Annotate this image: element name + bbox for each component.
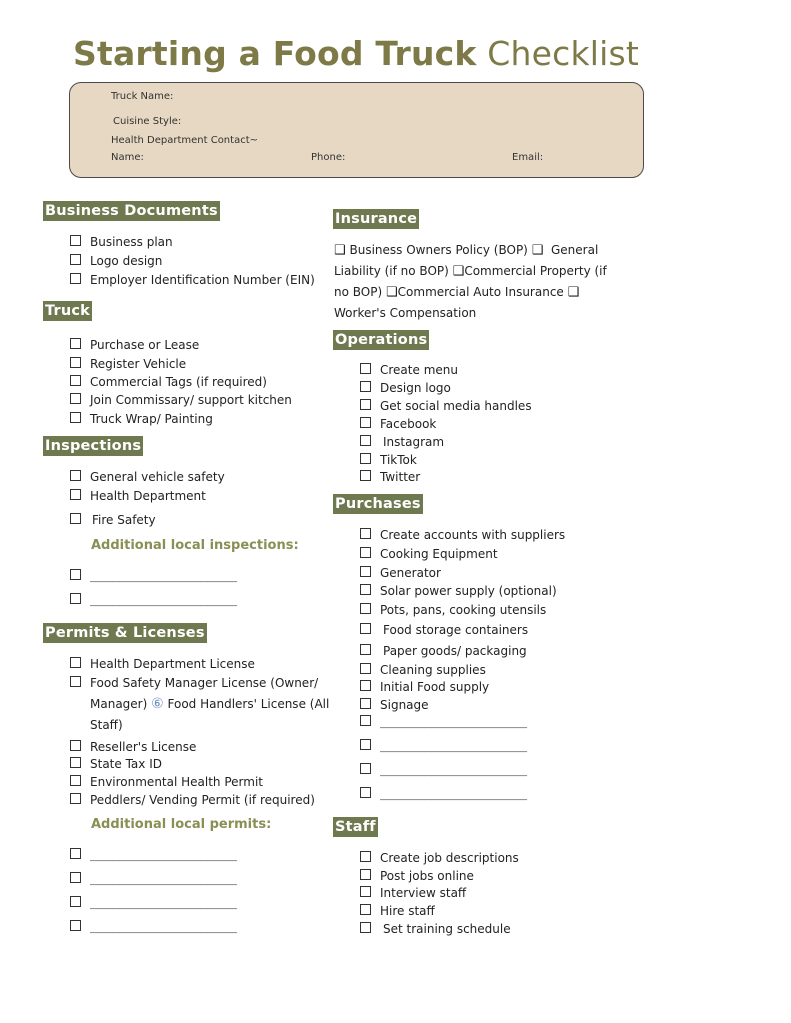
blank-line[interactable]: ____________________ (90, 847, 237, 862)
checklist-item: Paper goods/ packaging (383, 644, 527, 658)
checkbox[interactable] (70, 375, 81, 386)
checkbox[interactable] (70, 489, 81, 500)
checklist-item: Truck Wrap/ Painting (90, 412, 213, 426)
cuisine-style-label: Cuisine Style: (113, 116, 182, 127)
checklist-item: Interview staff (380, 886, 467, 900)
checkbox[interactable] (70, 412, 81, 423)
square-bullet: ❑ (567, 285, 580, 300)
checkbox[interactable] (360, 584, 371, 595)
checklist-item: Facebook (380, 417, 437, 431)
blank-line[interactable]: ____________________ (380, 738, 527, 753)
checkbox[interactable] (70, 757, 81, 768)
checklist-item: Cleaning supplies (380, 663, 486, 677)
checkbox[interactable] (360, 528, 371, 539)
square-bullet: ❑ (334, 243, 346, 258)
checklist-item: Peddlers/ Vending Permit (if required) (90, 793, 315, 807)
checklist-item: Employer Identification Number (EIN) (90, 273, 315, 287)
checkbox[interactable] (360, 623, 371, 634)
checklist-item: Join Commissary/ support kitchen (90, 393, 292, 407)
checklist-item: Set training schedule (383, 922, 511, 936)
checkbox[interactable] (360, 698, 371, 709)
checkbox[interactable] (360, 663, 371, 674)
checkbox[interactable] (70, 273, 81, 284)
checklist-item: Create job descriptions (380, 851, 519, 865)
checklist-item: Commercial Tags (if required) (90, 375, 267, 389)
checklist-item: Cooking Equipment (380, 547, 498, 561)
checkbox[interactable] (360, 763, 371, 774)
checkbox[interactable] (70, 593, 81, 604)
blank-line[interactable]: ____________________ (90, 895, 237, 910)
checklist-item: Get social media handles (380, 399, 532, 413)
checklist-item: Initial Food supply (380, 680, 490, 694)
checklist-item: Solar power supply (optional) (380, 584, 557, 598)
checkbox[interactable] (70, 676, 81, 687)
checkbox[interactable] (70, 235, 81, 246)
blank-line[interactable]: ____________________ (90, 871, 237, 886)
checklist-item: TikTok (380, 453, 417, 467)
checkbox[interactable] (360, 399, 371, 410)
checkbox[interactable] (70, 775, 81, 786)
checkbox[interactable] (360, 470, 371, 481)
checkbox[interactable] (70, 896, 81, 907)
checklist-item: State Tax ID (90, 757, 162, 771)
additional-permits-heading: Additional local permits: (91, 817, 272, 832)
checkbox[interactable] (70, 920, 81, 931)
checklist-item: General vehicle safety (90, 470, 225, 484)
checkbox[interactable] (70, 357, 81, 368)
checkbox[interactable] (70, 470, 81, 481)
checklist-item: Purchase or Lease (90, 338, 200, 352)
blank-line[interactable]: ____________________ (90, 919, 237, 934)
square-bullet: ❑ (531, 243, 544, 258)
checklist-item: Instagram (383, 435, 445, 449)
checkbox[interactable] (360, 435, 371, 446)
checkbox[interactable] (360, 680, 371, 691)
checklist-item-continued: Manager) ⑥ Food Handlers' License (All (90, 696, 330, 712)
blank-line[interactable]: ____________________ (90, 568, 237, 583)
checkbox[interactable] (70, 740, 81, 751)
checkbox[interactable] (70, 872, 81, 883)
section-truck: Truck (45, 303, 91, 319)
checkbox[interactable] (360, 381, 371, 392)
checkbox[interactable] (70, 848, 81, 859)
health-contact-label: Health Department Contact~ (111, 135, 258, 146)
insurance-paragraph: ❑ Business Owners Policy (BOP) ❑ General Liability (if no BOP) ❑Commercial Property (if no BOP) ❑Commercial Auto Insurance ❑ Worker's Compensation (334, 243, 607, 320)
checklist-item: Logo design (90, 254, 163, 268)
checkbox[interactable] (70, 393, 81, 404)
checklist-item: Register Vehicle (90, 357, 187, 371)
section-operations: Operations (335, 332, 428, 348)
section-purchases: Purchases (335, 496, 421, 512)
checkbox[interactable] (360, 644, 371, 655)
checklist-item: Create accounts with suppliers (380, 528, 566, 542)
checklist-item: Design logo (380, 381, 451, 395)
checkbox[interactable] (70, 338, 81, 349)
checkbox[interactable] (70, 513, 81, 524)
checklist-item: Health Department License (90, 657, 255, 671)
checklist-item: Post jobs online (380, 869, 474, 883)
square-bullet: ❑ (452, 264, 465, 279)
checklist-item: Pots, pans, cooking utensils (380, 603, 547, 617)
checklist-item: Food storage containers (383, 623, 529, 637)
truck-name-label: Truck Name: (111, 91, 174, 102)
contact-phone-label: Phone: (311, 152, 346, 163)
checkbox[interactable] (360, 603, 371, 614)
checkbox[interactable] (360, 904, 371, 915)
section-insurance: Insurance (335, 211, 418, 227)
checkbox[interactable] (70, 657, 81, 668)
checkbox[interactable] (360, 787, 371, 798)
checkbox[interactable] (360, 417, 371, 428)
blank-line[interactable]: ____________________ (380, 762, 527, 777)
checkbox[interactable] (70, 254, 81, 265)
checklist-item: Generator (380, 566, 441, 580)
checklist-item: Signage (380, 698, 429, 712)
checklist-item: Hire staff (380, 904, 435, 918)
checkbox[interactable] (360, 547, 371, 558)
checklist-item: Food Safety Manager License (Owner/ (90, 676, 319, 690)
checkbox[interactable] (70, 569, 81, 580)
contact-email-label: Email: (512, 152, 544, 163)
checklist-item: Reseller's License (90, 740, 197, 754)
blank-line[interactable]: ____________________ (380, 714, 527, 729)
blank-line[interactable]: ____________________ (90, 592, 237, 607)
checklist-item: Environmental Health Permit (90, 775, 263, 789)
square-bullet: ❑ (386, 285, 398, 300)
section-inspections: Inspections (45, 438, 142, 454)
checkbox[interactable] (360, 453, 371, 464)
checkbox[interactable] (70, 793, 81, 804)
section-staff: Staff (335, 819, 376, 835)
checklist-item: Fire Safety (92, 513, 156, 527)
additional-inspections-heading: Additional local inspections: (91, 538, 299, 553)
blank-line[interactable]: ____________________ (380, 786, 527, 801)
checkbox[interactable] (360, 715, 371, 726)
checklist-item-continued: Staff) (90, 718, 123, 732)
checklist-item: Create menu (380, 363, 458, 377)
checkbox[interactable] (360, 886, 371, 897)
checkbox[interactable] (360, 363, 371, 374)
checkbox[interactable] (360, 566, 371, 577)
contact-name-label: Name: (111, 152, 144, 163)
page-title: Starting a Food Truck Checklist (73, 34, 640, 73)
checkbox[interactable] (360, 922, 371, 933)
checklist-item: Business plan (90, 235, 173, 249)
checkbox[interactable] (360, 739, 371, 750)
section-business-documents: Business Documents (45, 203, 218, 219)
checkbox[interactable] (360, 869, 371, 880)
checkbox[interactable] (360, 851, 371, 862)
checklist-item: Health Department (90, 489, 206, 503)
checklist-item: Twitter (380, 470, 421, 484)
section-permits-licenses: Permits & Licenses (45, 625, 205, 641)
circled-six-marker: ⑥ (151, 696, 164, 712)
